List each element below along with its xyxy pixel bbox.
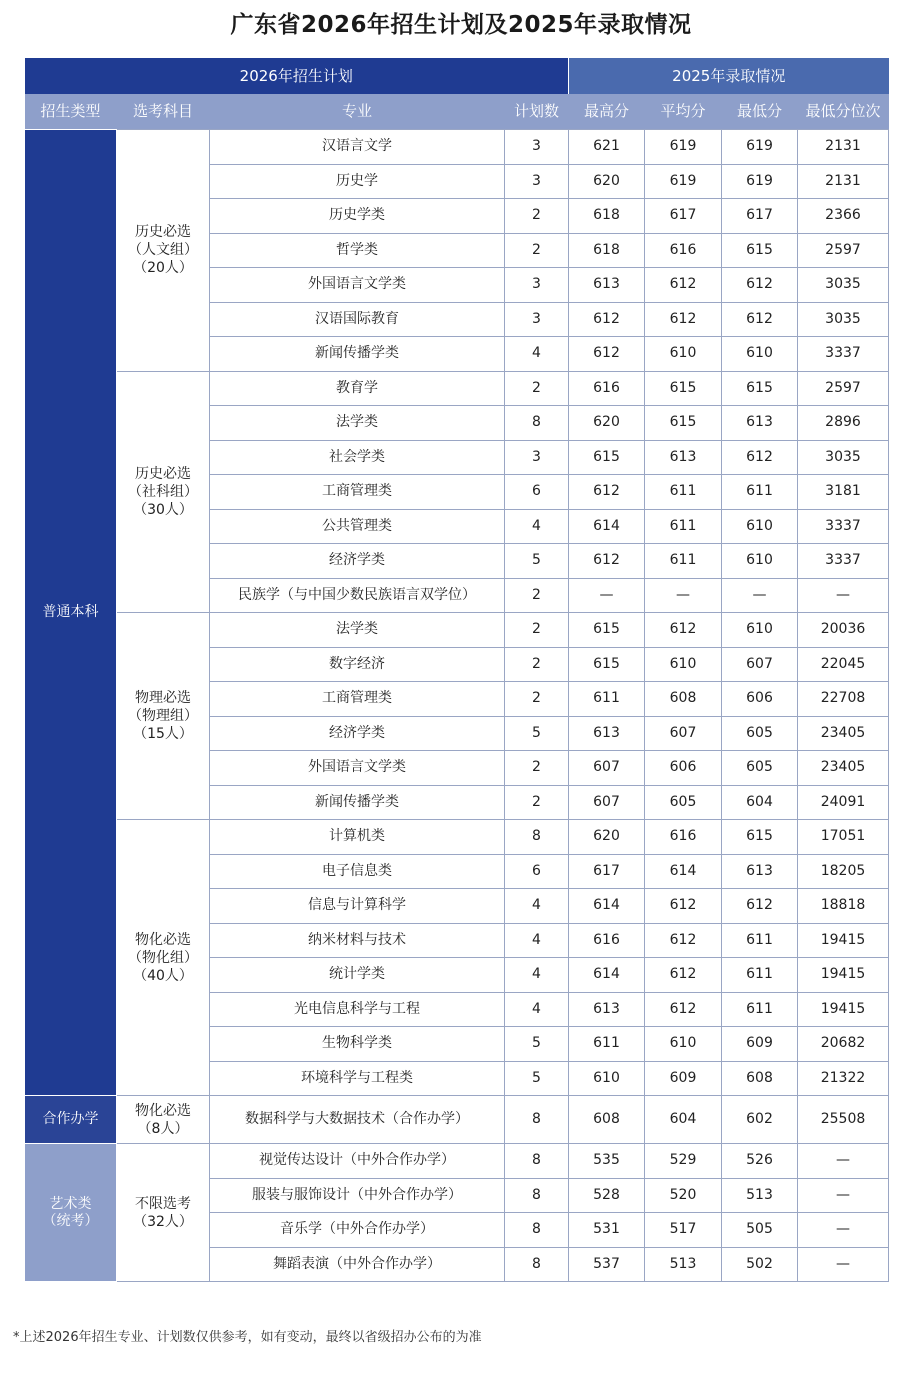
avg-score-cell: 604 <box>645 1096 722 1144</box>
max-score-cell: 615 <box>569 647 645 682</box>
major-cell: 公共管理类 <box>210 509 505 544</box>
major-cell: 数字经济 <box>210 647 505 682</box>
subject-group-cell <box>117 820 210 1096</box>
min-rank-cell: 21322 <box>798 1061 889 1096</box>
max-score-cell: 537 <box>569 1247 645 1282</box>
max-score-cell: 615 <box>569 440 645 475</box>
max-score-cell: 614 <box>569 958 645 993</box>
min-rank-cell: 3035 <box>798 302 889 337</box>
min-score-cell: 608 <box>722 1061 798 1096</box>
max-score-cell: 621 <box>569 130 645 165</box>
plan-count-cell: 8 <box>505 1096 569 1144</box>
min-score-cell: 609 <box>722 1027 798 1062</box>
plan-count-cell: 4 <box>505 992 569 1027</box>
min-rank-cell: 3337 <box>798 509 889 544</box>
avg-score-cell: 615 <box>645 371 722 406</box>
avg-score-cell: 619 <box>645 164 722 199</box>
major-cell: 光电信息科学与工程 <box>210 992 505 1027</box>
column-header: 最低分 <box>722 94 798 130</box>
min-rank-cell: 3035 <box>798 268 889 303</box>
major-cell: 历史学类 <box>210 199 505 234</box>
avg-score-cell: 612 <box>645 992 722 1027</box>
max-score-cell: 614 <box>569 889 645 924</box>
min-rank-cell: 3035 <box>798 440 889 475</box>
min-score-cell: 526 <box>722 1144 798 1179</box>
min-score-cell: 610 <box>722 544 798 579</box>
min-rank-cell: 20682 <box>798 1027 889 1062</box>
min-rank-cell: 22045 <box>798 647 889 682</box>
min-rank-cell: 2597 <box>798 371 889 406</box>
plan-count-cell: 3 <box>505 268 569 303</box>
subject-group-team: （物化组） <box>128 949 198 966</box>
table-row <box>25 1096 889 1144</box>
major-cell: 历史学 <box>210 164 505 199</box>
avg-score-cell: 606 <box>645 751 722 786</box>
min-score-cell: 612 <box>722 268 798 303</box>
subject-group-subject: 物理必选 <box>135 690 191 706</box>
major-cell: 统计学类 <box>210 958 505 993</box>
plan-count-cell: 3 <box>505 164 569 199</box>
avg-score-cell: 605 <box>645 785 722 820</box>
plan-count-cell: 3 <box>505 130 569 165</box>
major-cell: 生物科学类 <box>210 1027 505 1062</box>
subject-group-team: （人文组） <box>128 242 198 259</box>
column-header: 最低分位次 <box>798 94 889 130</box>
table-row <box>25 1144 889 1179</box>
table-row <box>25 130 889 165</box>
subject-group-team: （社科组） <box>128 483 198 500</box>
subject-group-subject: 不限选考 <box>135 1195 191 1212</box>
major-cell: 信息与计算科学 <box>210 889 505 924</box>
avg-score-cell: 610 <box>645 647 722 682</box>
column-header: 选考科目 <box>117 94 210 130</box>
subject-group-team: （物理组） <box>128 708 198 724</box>
min-rank-cell: 19415 <box>798 923 889 958</box>
min-score-cell: 607 <box>722 647 798 682</box>
min-rank-cell: 2131 <box>798 164 889 199</box>
min-score-cell: 610 <box>722 613 798 648</box>
avg-score-cell: 615 <box>645 406 722 441</box>
min-rank-cell: 19415 <box>798 958 889 993</box>
min-score-cell: 513 <box>722 1178 798 1213</box>
max-score-cell: 613 <box>569 268 645 303</box>
avg-score-cell: 520 <box>645 1178 722 1213</box>
max-score-cell: 607 <box>569 751 645 786</box>
min-score-cell: 615 <box>722 371 798 406</box>
subject-group-cell <box>117 130 210 372</box>
plan-count-cell: 2 <box>505 647 569 682</box>
plan-count-cell: 2 <box>505 751 569 786</box>
subject-group-cell <box>117 613 210 820</box>
plan-count-cell: 4 <box>505 337 569 372</box>
plan-count-cell: 2 <box>505 785 569 820</box>
max-score-cell: 620 <box>569 406 645 441</box>
avg-score-cell: 616 <box>645 233 722 268</box>
max-score-cell: 614 <box>569 509 645 544</box>
min-score-cell: 613 <box>722 854 798 889</box>
avg-score-cell: 610 <box>645 1027 722 1062</box>
column-header: 计划数 <box>505 94 569 130</box>
max-score-cell: 618 <box>569 233 645 268</box>
subject-group-subject: 历史必选 <box>135 465 191 482</box>
min-score-cell: — <box>722 578 798 613</box>
avg-score-cell: 609 <box>645 1061 722 1096</box>
avg-score-cell: 513 <box>645 1247 722 1282</box>
avg-score-cell: 612 <box>645 958 722 993</box>
major-cell: 服装与服饰设计（中外合作办学） <box>210 1178 505 1213</box>
avg-score-cell: 608 <box>645 682 722 717</box>
plan-count-cell: 5 <box>505 716 569 751</box>
max-score-cell: 612 <box>569 337 645 372</box>
plan-count-cell: 2 <box>505 371 569 406</box>
min-rank-cell: 3181 <box>798 475 889 510</box>
admission-type-cell <box>25 1096 117 1144</box>
major-cell: 电子信息类 <box>210 854 505 889</box>
min-rank-cell: 22708 <box>798 682 889 717</box>
max-score-cell: 615 <box>569 613 645 648</box>
min-score-cell: 619 <box>722 164 798 199</box>
admission-table-wrapper <box>24 58 888 1282</box>
min-score-cell: 610 <box>722 509 798 544</box>
plan-count-cell: 6 <box>505 475 569 510</box>
admission-type-label: 艺术类 <box>49 1195 92 1212</box>
major-cell: 汉语言文学 <box>210 130 505 165</box>
footnote: *上述2026年招生专业、计划数仅供参考，如有变动，最终以省级招办公布的为准 <box>13 1330 482 1345</box>
admission-type-cell <box>25 130 117 1096</box>
min-rank-cell: 19415 <box>798 992 889 1027</box>
subject-group-subject: 历史必选 <box>135 224 191 241</box>
subject-group-count: （20人） <box>133 260 193 277</box>
major-cell: 数据科学与大数据技术（合作办学） <box>210 1096 505 1144</box>
major-cell: 社会学类 <box>210 440 505 475</box>
min-rank-cell: 3337 <box>798 337 889 372</box>
major-cell: 纳米材料与技术 <box>210 923 505 958</box>
avg-score-cell: 612 <box>645 889 722 924</box>
table-row <box>25 371 889 406</box>
avg-score-cell: 616 <box>645 820 722 855</box>
subject-group-cell <box>117 1144 210 1282</box>
max-score-cell: 610 <box>569 1061 645 1096</box>
max-score-cell: 612 <box>569 475 645 510</box>
plan-count-cell: 8 <box>505 1213 569 1248</box>
avg-score-cell: 612 <box>645 302 722 337</box>
avg-score-cell: 612 <box>645 923 722 958</box>
min-score-cell: 615 <box>722 233 798 268</box>
subject-group-count: （15人） <box>133 726 193 742</box>
min-score-cell: 605 <box>722 751 798 786</box>
avg-score-cell: 610 <box>645 337 722 372</box>
plan-count-cell: 4 <box>505 509 569 544</box>
subject-group-cell <box>117 1096 210 1144</box>
major-cell: 音乐学（中外合作办学） <box>210 1213 505 1248</box>
min-rank-cell: 3337 <box>798 544 889 579</box>
max-score-cell: 620 <box>569 164 645 199</box>
plan-count-cell: 8 <box>505 1247 569 1282</box>
plan-count-cell: 2 <box>505 682 569 717</box>
min-rank-cell: 23405 <box>798 716 889 751</box>
min-score-cell: 604 <box>722 785 798 820</box>
max-score-cell: 617 <box>569 854 645 889</box>
min-score-cell: 505 <box>722 1213 798 1248</box>
min-rank-cell: 17051 <box>798 820 889 855</box>
major-cell: 外国语言文学类 <box>210 751 505 786</box>
major-cell: 经济学类 <box>210 716 505 751</box>
admission-group-header: 2025年录取情况 <box>569 58 889 94</box>
avg-score-cell: 611 <box>645 509 722 544</box>
min-score-cell: 611 <box>722 958 798 993</box>
min-rank-cell: — <box>798 578 889 613</box>
min-score-cell: 611 <box>722 992 798 1027</box>
table-row <box>25 820 889 855</box>
max-score-cell: 613 <box>569 992 645 1027</box>
min-rank-cell: 2366 <box>798 199 889 234</box>
plan-count-cell: 8 <box>505 406 569 441</box>
avg-score-cell: 617 <box>645 199 722 234</box>
min-rank-cell: — <box>798 1247 889 1282</box>
major-cell: 视觉传达设计（中外合作办学） <box>210 1144 505 1179</box>
plan-count-cell: 2 <box>505 199 569 234</box>
subject-group-count: （30人） <box>133 501 193 518</box>
avg-score-cell: 613 <box>645 440 722 475</box>
major-cell: 新闻传播学类 <box>210 785 505 820</box>
plan-count-cell: 5 <box>505 544 569 579</box>
min-rank-cell: 20036 <box>798 613 889 648</box>
subject-group-count: （32人） <box>133 1213 193 1230</box>
plan-count-cell: 3 <box>505 440 569 475</box>
major-cell: 外国语言文学类 <box>210 268 505 303</box>
min-score-cell: 610 <box>722 337 798 372</box>
max-score-cell: 528 <box>569 1178 645 1213</box>
column-header: 最高分 <box>569 94 645 130</box>
avg-score-cell: — <box>645 578 722 613</box>
max-score-cell: 607 <box>569 785 645 820</box>
min-score-cell: 612 <box>722 889 798 924</box>
column-header: 平均分 <box>645 94 722 130</box>
avg-score-cell: 619 <box>645 130 722 165</box>
min-score-cell: 617 <box>722 199 798 234</box>
avg-score-cell: 517 <box>645 1213 722 1248</box>
column-header-row <box>25 94 889 130</box>
plan-group-header: 2026年招生计划 <box>25 58 569 94</box>
min-rank-cell: 2131 <box>798 130 889 165</box>
column-header: 招生类型 <box>25 94 117 130</box>
max-score-cell: 616 <box>569 371 645 406</box>
max-score-cell: 616 <box>569 923 645 958</box>
plan-count-cell: 5 <box>505 1061 569 1096</box>
min-rank-cell: 25508 <box>798 1096 889 1144</box>
plan-count-cell: 3 <box>505 302 569 337</box>
min-score-cell: 605 <box>722 716 798 751</box>
major-cell: 经济学类 <box>210 544 505 579</box>
min-rank-cell: 23405 <box>798 751 889 786</box>
plan-count-cell: 8 <box>505 1144 569 1179</box>
min-score-cell: 611 <box>722 923 798 958</box>
min-score-cell: 613 <box>722 406 798 441</box>
subject-group-count: （40人） <box>133 967 193 984</box>
table-body <box>25 130 889 1282</box>
subject-group-subject: 物化必选 <box>135 931 191 948</box>
max-score-cell: 618 <box>569 199 645 234</box>
plan-count-cell: 2 <box>505 578 569 613</box>
plan-count-cell: 4 <box>505 923 569 958</box>
max-score-cell: 612 <box>569 544 645 579</box>
major-cell: 工商管理类 <box>210 682 505 717</box>
major-cell: 环境科学与工程类 <box>210 1061 505 1096</box>
min-score-cell: 611 <box>722 475 798 510</box>
major-cell: 新闻传播学类 <box>210 337 505 372</box>
page-title: 广东省2026年招生计划及2025年录取情况 <box>230 12 692 38</box>
admission-table <box>24 58 889 1282</box>
major-cell: 哲学类 <box>210 233 505 268</box>
avg-score-cell: 612 <box>645 613 722 648</box>
avg-score-cell: 612 <box>645 268 722 303</box>
min-score-cell: 602 <box>722 1096 798 1144</box>
min-score-cell: 612 <box>722 302 798 337</box>
min-score-cell: 612 <box>722 440 798 475</box>
plan-count-cell: 4 <box>505 889 569 924</box>
plan-count-cell: 2 <box>505 613 569 648</box>
major-cell: 舞蹈表演（中外合作办学） <box>210 1247 505 1282</box>
min-score-cell: 619 <box>722 130 798 165</box>
max-score-cell: 611 <box>569 682 645 717</box>
min-rank-cell: 18205 <box>798 854 889 889</box>
subject-group-cell <box>117 371 210 613</box>
subject-group-subject: 物化必选 <box>135 1102 191 1119</box>
avg-score-cell: 611 <box>645 544 722 579</box>
admission-type-label: 普通本科 <box>42 604 99 620</box>
min-rank-cell: 2597 <box>798 233 889 268</box>
max-score-cell: 613 <box>569 716 645 751</box>
major-cell: 教育学 <box>210 371 505 406</box>
admission-type-label: 合作办学 <box>42 1111 99 1127</box>
min-rank-cell: — <box>798 1178 889 1213</box>
min-score-cell: 502 <box>722 1247 798 1282</box>
max-score-cell: 612 <box>569 302 645 337</box>
major-cell: 法学类 <box>210 613 505 648</box>
max-score-cell: 535 <box>569 1144 645 1179</box>
min-rank-cell: — <box>798 1144 889 1179</box>
min-rank-cell: 2896 <box>798 406 889 441</box>
plan-count-cell: 8 <box>505 1178 569 1213</box>
plan-count-cell: 5 <box>505 1027 569 1062</box>
avg-score-cell: 611 <box>645 475 722 510</box>
min-score-cell: 615 <box>722 820 798 855</box>
major-cell: 计算机类 <box>210 820 505 855</box>
plan-count-cell: 6 <box>505 854 569 889</box>
max-score-cell: 611 <box>569 1027 645 1062</box>
max-score-cell: 531 <box>569 1213 645 1248</box>
major-cell: 汉语国际教育 <box>210 302 505 337</box>
major-cell: 工商管理类 <box>210 475 505 510</box>
subject-group-count: （8人） <box>137 1120 189 1137</box>
major-cell: 民族学（与中国少数民族语言双学位） <box>210 578 505 613</box>
header-group-row <box>25 58 889 94</box>
admission-type-cell <box>25 1144 117 1282</box>
min-rank-cell: 24091 <box>798 785 889 820</box>
column-header: 专业 <box>210 94 505 130</box>
avg-score-cell: 607 <box>645 716 722 751</box>
plan-count-cell: 2 <box>505 233 569 268</box>
plan-count-cell: 4 <box>505 958 569 993</box>
min-rank-cell: 18818 <box>798 889 889 924</box>
min-score-cell: 606 <box>722 682 798 717</box>
min-rank-cell: — <box>798 1213 889 1248</box>
major-cell: 法学类 <box>210 406 505 441</box>
avg-score-cell: 614 <box>645 854 722 889</box>
table-row <box>25 613 889 648</box>
max-score-cell: 620 <box>569 820 645 855</box>
max-score-cell: — <box>569 578 645 613</box>
max-score-cell: 608 <box>569 1096 645 1144</box>
plan-count-cell: 8 <box>505 820 569 855</box>
avg-score-cell: 529 <box>645 1144 722 1179</box>
admission-type-sublabel: （统考） <box>42 1212 99 1229</box>
